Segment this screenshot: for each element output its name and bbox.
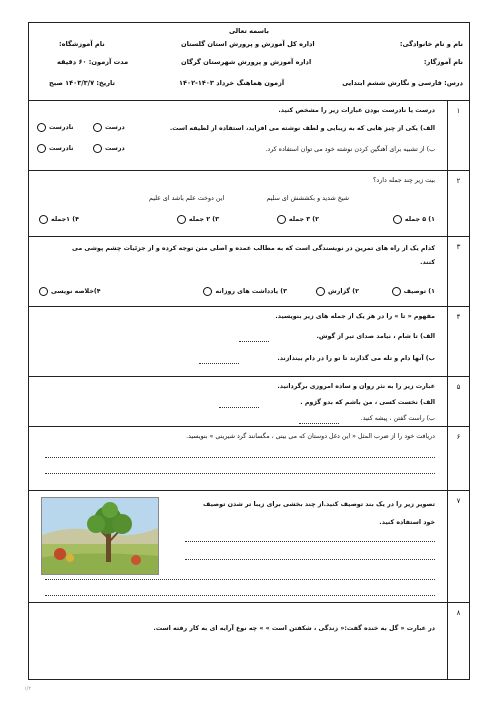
question-3	[29, 237, 469, 307]
radio-circle[interactable]	[177, 215, 186, 224]
question-5	[29, 377, 469, 427]
exam-title: آزمون هماهنگ خرداد ۱۴۰۳-۱۴۰۲	[179, 79, 285, 87]
answer-line[interactable]	[45, 473, 435, 474]
radio-circle[interactable]	[39, 215, 48, 224]
org-line1: اداره کل آموزش و پرورش استان گلستان	[181, 40, 315, 48]
radio-circle[interactable]	[277, 215, 286, 224]
q1b-false-option[interactable]	[37, 144, 73, 153]
question-number: ۶	[447, 427, 469, 491]
question-6	[29, 427, 469, 491]
answer-line[interactable]	[185, 541, 435, 542]
question-number: ۵	[447, 377, 469, 427]
option-label: ۲) ۳ جمله	[288, 216, 319, 223]
verse-right: شیخ شدید و بکششش ای سلیم	[266, 195, 349, 202]
question-text-line2: کنند.	[420, 259, 435, 266]
page-number: ۱/۲	[24, 686, 32, 692]
sentence-b: ب) راست گفتن ، پیشه کنید.	[360, 415, 435, 422]
option-label: ۱) ۵ جمله	[404, 216, 435, 223]
question-text: عبارت زیر را به نثر روان و ساده امروزی برگردانید.	[277, 383, 435, 390]
radio-circle[interactable]	[203, 287, 212, 296]
statement-b: ب) از تشبیه برای آهنگین کردن نوشته خود می توان استفاده کرد.	[265, 146, 435, 153]
question-8	[29, 603, 469, 681]
question-text-line1: کدام یک از راه های تمرین در نویسندگی است که به مطالب عمده و اصلی متن توجه کرده و از جزئیات چشم پوشی می	[71, 245, 435, 252]
question-number: ۷	[447, 491, 469, 603]
option-label: ۱) توصیف	[403, 288, 435, 295]
subject: درس: فارسی و نگارش ششم ابتدایی	[342, 79, 463, 87]
verse-left: این دوخت علم باشد ای علیم	[149, 195, 225, 202]
question-text: در عبارت « گل به خنده گفت:« زندگی ، شکفتن است » » چه نوع آرایه ای به کار رفته است.	[153, 625, 435, 632]
sentence-a: الف) تا شام ، نیامد صدای تبر از گوش.	[316, 333, 435, 340]
question-text-line2: خود استفاده کنید.	[379, 519, 435, 526]
answer-line[interactable]	[45, 579, 435, 580]
radio-circle[interactable]	[39, 287, 48, 296]
q2-option-3[interactable]	[177, 215, 219, 224]
option-label: نادرست	[49, 145, 74, 152]
question-text: درست یا نادرست بودن عبارات زیر را مشخص کنید.	[278, 107, 435, 114]
answer-line[interactable]	[299, 423, 339, 424]
radio-circle[interactable]	[93, 123, 102, 132]
question-7	[29, 491, 469, 603]
q3-option-1[interactable]	[392, 287, 435, 296]
option-label: نادرست	[49, 124, 74, 131]
option-label: ۳) یادداشت های روزانه	[215, 288, 287, 295]
sentence-b: ب) آنها دام و تله می گذارند تا تو را در دام بیندازند.	[277, 355, 435, 362]
exam-date: تاریخ: ۱۴۰۳/۳/۷ صبح	[49, 79, 116, 87]
question-text: مفهوم « تا » را در هر یک از جمله های زیر بنویسید.	[275, 313, 435, 320]
option-label: درست	[105, 145, 125, 152]
radio-circle[interactable]	[37, 144, 46, 153]
question-text: بیت زیر چند جمله دارد؟	[373, 177, 435, 184]
exam-duration: مدت آزمون: ۶۰ دقیقه	[57, 58, 129, 66]
q2-option-4[interactable]	[39, 215, 79, 224]
exam-page	[28, 22, 470, 680]
question-4	[29, 307, 469, 377]
option-label: ۴)خلاصه نویسی	[51, 288, 101, 295]
answer-line[interactable]	[185, 559, 435, 560]
q3-option-2[interactable]	[316, 287, 359, 296]
radio-circle[interactable]	[393, 215, 402, 224]
q1a-false-option[interactable]	[37, 123, 73, 132]
exam-header	[29, 23, 469, 101]
option-label: ۴) ۱جمله	[51, 216, 79, 223]
q2-option-2[interactable]	[277, 215, 319, 224]
org-line2: اداره آموزش و پرورش شهرستان گرگان	[181, 58, 312, 66]
question-1	[29, 101, 469, 171]
radio-circle[interactable]	[37, 123, 46, 132]
q1b-true-option[interactable]	[93, 144, 125, 153]
q2-option-1[interactable]	[393, 215, 435, 224]
option-label: ۲) گزارش	[328, 288, 359, 295]
radio-circle[interactable]	[316, 287, 325, 296]
question-2	[29, 171, 469, 237]
answer-line[interactable]	[219, 407, 259, 408]
answer-line[interactable]	[45, 457, 435, 458]
q1a-true-option[interactable]	[93, 123, 125, 132]
sentence-a: الف) نخست کسی ، من باشم که بدو گرَوم .	[300, 399, 435, 406]
student-name-label: نام و نام خانوادگی:	[399, 40, 463, 48]
q3-option-4[interactable]	[39, 287, 101, 296]
radio-circle[interactable]	[93, 144, 102, 153]
question-number: ۸	[447, 603, 469, 679]
radio-circle[interactable]	[392, 287, 401, 296]
q3-option-3[interactable]	[203, 287, 287, 296]
question-text: دریافت خود را از ضرب المثل « این دغل دوستان که می بینی ، مگسانند گرد شیرینی » بنویسید.	[186, 433, 435, 440]
statement-a: الف) یکی از چیز هایی که به زیبایی و لطف نوشته می افزاید، استفاده از لطیفه است.	[169, 125, 435, 132]
question-text-line1: تصویر زیر را در یک بند توصیف کنید.از چند بخشی برای زیبا تر شدن توصیف	[202, 501, 435, 508]
option-label: درست	[105, 124, 125, 131]
landscape-picture	[41, 497, 159, 575]
answer-line[interactable]	[239, 341, 269, 342]
bismillah: باسمه تعالی	[229, 27, 269, 35]
question-number: ۳	[447, 237, 469, 307]
question-number: ۴	[447, 307, 469, 377]
answer-line[interactable]	[45, 595, 435, 596]
tree-landscape-illustration	[41, 498, 158, 575]
answer-line[interactable]	[199, 363, 239, 364]
school-name-label: نام آموزشگاه:	[59, 40, 105, 48]
teacher-label: نام آموزگار:	[423, 58, 463, 66]
question-number: ۱	[447, 101, 469, 171]
question-number: ۲	[447, 171, 469, 237]
option-label: ۳) ۲ جمله	[188, 216, 219, 223]
